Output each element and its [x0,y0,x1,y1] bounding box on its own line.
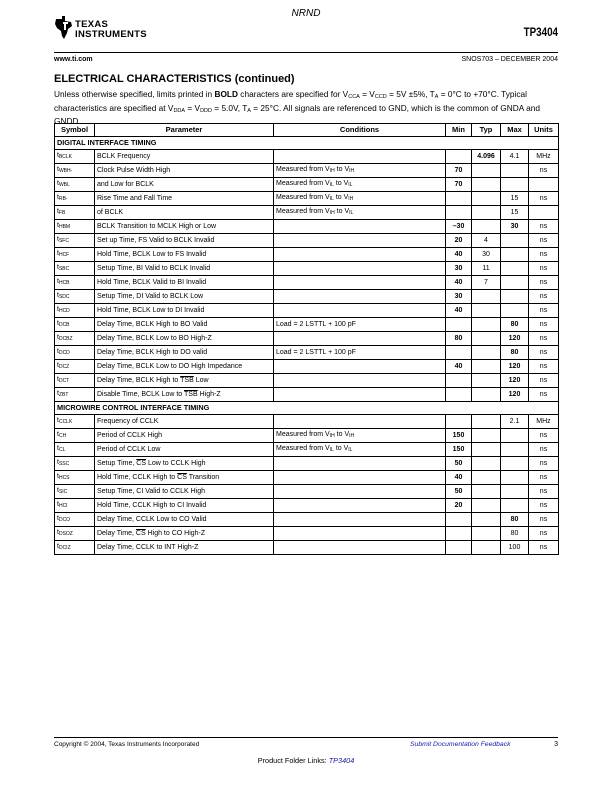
typ-cell [472,428,501,442]
document-id: SNOS703 – DECEMBER 2004 [461,56,558,63]
typ-cell [472,359,501,373]
symbol-cell: $t_{SIC}$ [55,484,95,498]
min-cell: 50 [446,456,472,470]
min-cell: 50 [446,484,472,498]
max-cell: 120 [501,387,529,401]
symbol-cell: $t_{DCB}$ [55,317,95,331]
symbol-cell: $t_{CL}$ [55,442,95,456]
max-cell: 120 [501,373,529,387]
units-cell: ns [529,456,559,470]
parameter-cell: of BCLK [95,205,274,219]
min-cell: 40 [446,247,472,261]
conditions-cell [274,484,446,498]
max-cell [501,428,529,442]
min-cell [446,317,472,331]
max-cell [501,247,529,261]
typ-cell: 11 [472,261,501,275]
max-cell: 4.1 [501,149,529,163]
column-header: Max [501,124,529,137]
min-cell: 150 [446,442,472,456]
symbol-cell: $t_{CCLK}$ [55,414,95,428]
table-row [55,387,559,401]
units-cell: MHz [529,414,559,428]
max-cell [501,275,529,289]
units-cell: ns [529,303,559,317]
max-cell [501,261,529,275]
max-cell [501,484,529,498]
units-cell: ns [529,470,559,484]
nrnd-status-mark: NRND [291,8,321,19]
typ-cell [472,219,501,233]
conditions-cell: Measured from $V_{IL}$ to $V_{IH}$ [274,191,446,205]
conditions-cell [274,233,446,247]
parameter-cell: Setup Time, BI Valid to BCLK Invalid [95,261,274,275]
table-row [55,219,559,233]
table-row [55,191,559,205]
footer-divider [54,737,558,738]
table-header-row [55,124,559,137]
units-cell: ns [529,484,559,498]
parameter-cell: Hold Time, BCLK Low to DI Invalid [95,303,274,317]
conditions-cell [274,456,446,470]
units-cell: ns [529,442,559,456]
typ-cell [472,331,501,345]
conditions-cell [274,247,446,261]
conditions-cell [274,359,446,373]
symbol-cell: $t_{SFC}$ [55,233,95,247]
parameter-cell: Period of CCLK High [95,428,274,442]
units-cell: ns [529,191,559,205]
typ-cell [472,498,501,512]
table-row [55,345,559,359]
units-cell: ns [529,526,559,540]
symbol-cell: $t_{HCB}$ [55,275,95,289]
submit-feedback-link[interactable]: Submit Documentation Feedback [410,741,511,748]
header-divider [54,52,558,53]
units-cell: ns [529,345,559,359]
symbol-cell: $t_{DCZ}$ [55,359,95,373]
table-row [55,373,559,387]
intro-paragraph: Unless otherwise specified, limits printed in BOLD characters are specified for $V_{CCA} = V_{CCD} = 5V \pm 5\%$, $T_A = 0^\circ C$ to +70°C. Typical characteristics are specified at $V_{DDA} = V_{DDD} = 5.0V$, $T_A = 25^\circ C$. All signals are referenced to GND, which is the common of GNDA and GNDD [54,89,540,126]
table-row [55,233,559,247]
typ-cell [472,345,501,359]
parameter-cell: BCLK Frequency [95,149,274,163]
max-cell [501,177,529,191]
conditions-cell [274,261,446,275]
parameter-cell: Delay Time, BCLK High to DO valid [95,345,274,359]
max-cell: 15 [501,191,529,205]
symbol-cell: $t_{HCD}$ [55,303,95,317]
min-cell: 40 [446,275,472,289]
units-cell: ns [529,359,559,373]
units-cell: ns [529,275,559,289]
min-cell [446,540,472,554]
column-header: Typ [472,124,501,137]
units-cell: ns [529,163,559,177]
units-cell: ns [529,247,559,261]
conditions-cell [274,275,446,289]
units-cell [529,177,559,191]
max-cell: 120 [501,359,529,373]
min-cell: 150 [446,428,472,442]
min-cell [446,526,472,540]
conditions-cell [274,512,446,526]
units-cell: MHz [529,149,559,163]
symbol-cell: $t_{HCI}$ [55,498,95,512]
symbol-cell: $t_{WBH-}$ [55,163,95,177]
parameter-cell: BCLK Transition to MCLK High or Low [95,219,274,233]
conditions-cell: Load = 2 LSTTL + 100 pF [274,345,446,359]
units-cell: ns [529,317,559,331]
column-header: Conditions [274,124,446,137]
typ-cell [472,442,501,456]
parameter-cell: Delay Time, CCLK Low to CO Valid [95,512,274,526]
product-folder-link[interactable]: TP3404 [328,756,355,765]
part-number: TP3404 [523,25,558,39]
table-row [55,303,559,317]
table-row [55,512,559,526]
typ-cell [472,289,501,303]
conditions-cell [274,414,446,428]
section-heading: MICROWIRE CONTROL INTERFACE TIMING [55,401,559,414]
min-cell [446,205,472,219]
max-cell: 80 [501,526,529,540]
parameter-cell: Delay Time, BCLK Low to DO High Impedance [95,359,274,373]
max-cell [501,233,529,247]
parameter-cell: Hold Time, BCLK Low to FS Invalid [95,247,274,261]
max-cell: 30 [501,219,529,233]
table-row [55,498,559,512]
table-row [55,163,559,177]
min-cell: –30 [446,219,472,233]
table-row [55,540,559,554]
table-row [55,261,559,275]
units-cell [529,205,559,219]
parameter-cell: Hold Time, CCLK High to $\overline{CS}$ Transition [95,470,274,484]
table-row [55,526,559,540]
symbol-cell: $t_{FB}$ [55,205,95,219]
conditions-cell [274,526,446,540]
table-row [55,177,559,191]
symbol-cell: $t_{SDC}$ [55,289,95,303]
symbol-cell: $t_{DSOZ}$ [55,526,95,540]
min-cell [446,345,472,359]
min-cell: 40 [446,470,472,484]
min-cell: 40 [446,303,472,317]
min-cell: 30 [446,289,472,303]
copyright-notice: Copyright © 2004, Texas Instruments Incorporated [54,741,200,748]
logo-text-line2: INSTRUMENTS [75,29,147,40]
min-cell: 70 [446,163,472,177]
units-cell: ns [529,512,559,526]
table-row [55,275,559,289]
max-cell [501,456,529,470]
typ-cell [472,177,501,191]
min-cell: 30 [446,261,472,275]
parameter-cell: Hold Time, CCLK High to CI Invalid [95,498,274,512]
table-row [55,456,559,470]
column-header: Min [446,124,472,137]
min-cell: 40 [446,359,472,373]
symbol-cell: $t_{RB-}$ [55,191,95,205]
conditions-cell: Load = 2 LSTTL + 100 pF [274,317,446,331]
typ-cell [472,470,501,484]
logo-text-line1: TEXAS [75,19,109,30]
parameter-cell: Setup Time, DI Valid to BCLK Low [95,289,274,303]
parameter-cell: Rise Time and Fall Time [95,191,274,205]
table-row [55,289,559,303]
conditions-cell [274,387,446,401]
conditions-cell: Measured from $V_{IL}$ to $V_{IL}$ [274,177,446,191]
parameter-cell: Disable Time, BCLK Low to $\overline{TSB}$ High-Z [95,387,274,401]
parameter-cell: Delay Time, CCLK to INT High-Z [95,540,274,554]
units-cell: ns [529,540,559,554]
min-cell [446,414,472,428]
parameter-cell: Delay Time, $\overline{CS}$ High to CO High-Z [95,526,274,540]
table-row [55,414,559,428]
section-title: ELECTRICAL CHARACTERISTICS (continued) [54,73,295,85]
typ-cell [472,317,501,331]
units-cell: ns [529,387,559,401]
typ-cell [472,205,501,219]
symbol-cell: $t_{BCLK}$ [55,149,95,163]
typ-cell [472,373,501,387]
product-folder-links [0,756,612,765]
table-row [55,428,559,442]
units-cell: ns [529,289,559,303]
conditions-cell [274,331,446,345]
parameter-cell: Delay Time, BCLK High to BO Valid [95,317,274,331]
typ-cell [472,303,501,317]
symbol-cell: $t_{ZBT}$ [55,387,95,401]
conditions-cell [274,149,446,163]
table-row [55,205,559,219]
units-cell: ns [529,261,559,275]
max-cell: 80 [501,345,529,359]
min-cell: 20 [446,498,472,512]
parameter-cell: and Low for BCLK [95,177,274,191]
typ-cell [472,526,501,540]
website-link[interactable]: www.ti.com [54,56,93,63]
typ-cell: 30 [472,247,501,261]
parameter-cell: Clock Pulse Width High [95,163,274,177]
max-cell: 15 [501,205,529,219]
max-cell: 2.1 [501,414,529,428]
table-row [55,442,559,456]
conditions-cell [274,540,446,554]
symbol-cell: $t_{SSC}$ [55,456,95,470]
parameter-cell: Period of CCLK Low [95,442,274,456]
conditions-cell [274,303,446,317]
section-heading: DIGITAL INTERFACE TIMING [55,136,559,149]
electrical-characteristics-table [54,123,559,555]
typ-cell [472,414,501,428]
symbol-cell: $t_{DCT}$ [55,373,95,387]
conditions-cell: Measured from $V_{IH}$ to $V_{IH}$ [274,428,446,442]
min-cell [446,373,472,387]
table-section-row [55,401,559,414]
table-section-row [55,136,559,149]
symbol-cell: $t_{HCF}$ [55,247,95,261]
max-cell [501,163,529,177]
table-row [55,247,559,261]
conditions-cell: Measured from $V_{IH}$ to $V_{IL}$ [274,205,446,219]
symbol-cell: $t_{DCD}$ [55,345,95,359]
table-row [55,317,559,331]
symbol-cell: $t_{HBM}$ [55,219,95,233]
symbol-cell: $t_{HCS}$ [55,470,95,484]
max-cell [501,303,529,317]
units-cell: ns [529,428,559,442]
parameter-cell: Hold Time, BCLK Valid to BI Invalid [95,275,274,289]
conditions-cell [274,498,446,512]
min-cell [446,149,472,163]
max-cell [501,498,529,512]
parameter-cell: Set up Time, FS Valid to BCLK Invalid [95,233,274,247]
typ-cell [472,387,501,401]
max-cell [501,442,529,456]
conditions-cell: Measured from $V_{IH}$ to $V_{IH}$ [274,163,446,177]
units-cell: ns [529,219,559,233]
conditions-cell: Measured from $V_{IL}$ to $V_{IL}$ [274,442,446,456]
parameter-cell: Setup Time, $\overline{CS}$ Low to CCLK High [95,456,274,470]
ti-logo [54,16,154,42]
min-cell: 80 [446,331,472,345]
units-cell: ns [529,498,559,512]
symbol-cell: $t_{DCBZ}$ [55,331,95,345]
min-cell [446,387,472,401]
conditions-cell [274,470,446,484]
typ-cell: 7 [472,275,501,289]
units-cell: ns [529,373,559,387]
column-header: Units [529,124,559,137]
parameter-cell: Delay Time, BCLK High to $\overline{TSB}$ Low [95,373,274,387]
units-cell: ns [529,331,559,345]
typ-cell [472,512,501,526]
typ-cell [472,484,501,498]
table-row [55,484,559,498]
min-cell: 20 [446,233,472,247]
conditions-cell [274,373,446,387]
typ-cell: 4.096 [472,149,501,163]
parameter-cell: Delay Time, BCLK Low to BO High-Z [95,331,274,345]
max-cell: 120 [501,331,529,345]
symbol-cell: $t_{DCO}$ [55,512,95,526]
max-cell: 80 [501,512,529,526]
min-cell [446,512,472,526]
product-folder-label: Product Folder Links: [257,756,327,765]
units-cell: ns [529,233,559,247]
typ-cell [472,456,501,470]
min-cell: 70 [446,177,472,191]
parameter-cell: Setup Time, CI Valid to CCLK High [95,484,274,498]
typ-cell [472,163,501,177]
max-cell [501,289,529,303]
typ-cell [472,540,501,554]
max-cell: 80 [501,317,529,331]
symbol-cell: $t_{SBC}$ [55,261,95,275]
typ-cell [472,191,501,205]
max-cell [501,470,529,484]
table-row [55,470,559,484]
column-header: Symbol [55,124,95,137]
page-number: 3 [554,741,558,748]
symbol-cell: $t_{DCIZ}$ [55,540,95,554]
parameter-cell: Frequency of CCLK [95,414,274,428]
table-row [55,331,559,345]
column-header: Parameter [95,124,274,137]
typ-cell: 4 [472,233,501,247]
max-cell: 100 [501,540,529,554]
min-cell [446,191,472,205]
table-body [55,136,559,554]
table-row [55,359,559,373]
conditions-cell [274,219,446,233]
symbol-cell: $t_{WBL}$ [55,177,95,191]
table-row [55,149,559,163]
symbol-cell: $t_{CH}$ [55,428,95,442]
ti-state-icon [54,16,74,40]
conditions-cell [274,289,446,303]
